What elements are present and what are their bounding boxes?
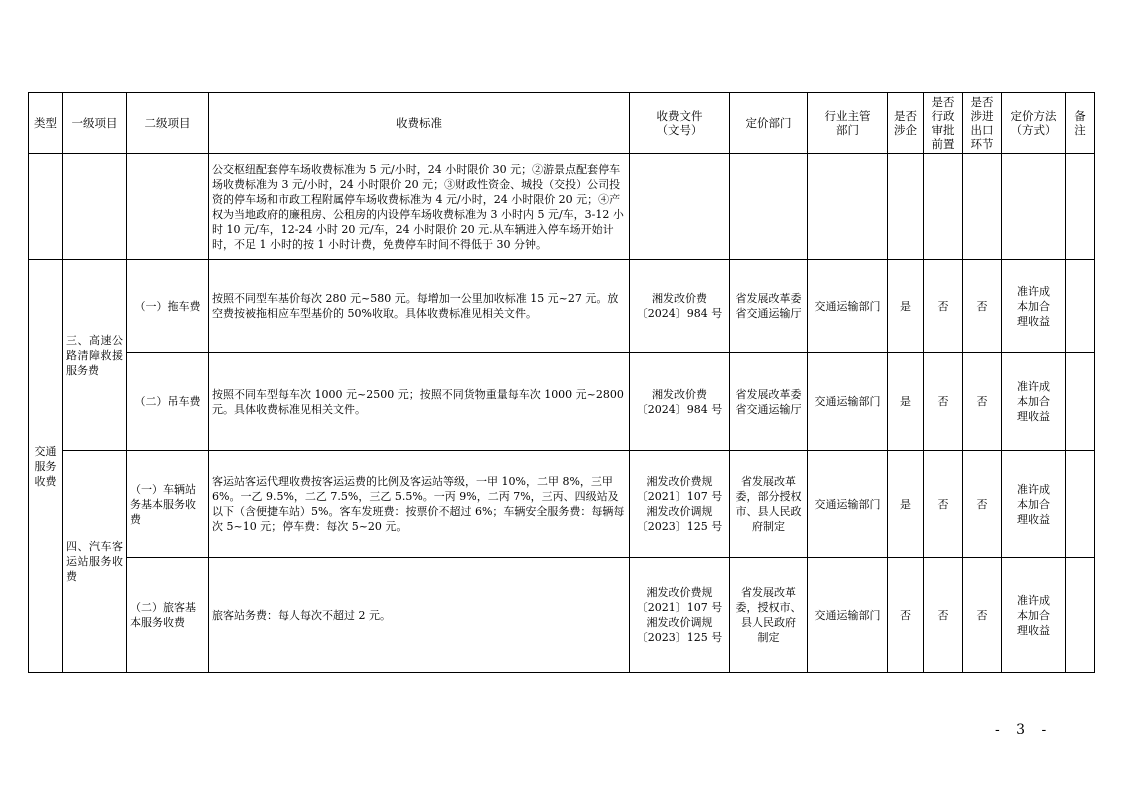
header-import-export: 是否 涉进 出口 环节 xyxy=(963,93,1002,154)
header-approval: 是否 行政 审批 前置 xyxy=(924,93,963,154)
enterprise-cell: 是 xyxy=(888,353,924,451)
table-row xyxy=(29,353,1095,451)
industry-cell: 交通运输部门 xyxy=(808,353,888,451)
enterprise-cell: 是 xyxy=(888,260,924,353)
cell-empty xyxy=(924,154,963,260)
standard-cell: 按照不同车型每车次 1000 元~2500 元；按照不同货物重量每车次 1000 元~2800 元。具体收费标准见相关文件。 xyxy=(209,353,630,451)
method-cell: 准许成 本加合 理收益 xyxy=(1002,451,1066,558)
cell-empty xyxy=(1002,154,1066,260)
dept-cell: 省发展改革 委，部分授权 市、县人民政 府制定 xyxy=(730,451,808,558)
remark-cell xyxy=(1066,558,1095,673)
document-cell: 湘发改价费 〔2024〕984 号 xyxy=(630,260,730,353)
industry-cell: 交通运输部门 xyxy=(808,260,888,353)
document-cell: 湘发改价费规 〔2021〕107 号 湘发改价调规 〔2023〕125 号 xyxy=(630,558,730,673)
level1-cell: 四、汽车客运站服务收费 xyxy=(63,451,127,673)
remark-cell xyxy=(1066,451,1095,558)
import-export-cell: 否 xyxy=(963,353,1002,451)
cell-empty xyxy=(29,154,63,260)
cell-empty xyxy=(63,154,127,260)
continuation-row xyxy=(29,154,1095,260)
cell-empty xyxy=(630,154,730,260)
document-cell: 湘发改价费 〔2024〕984 号 xyxy=(630,353,730,451)
header-standard: 收费标准 xyxy=(209,93,630,154)
header-method: 定价方法 （方式） xyxy=(1002,93,1066,154)
header-type: 类型 xyxy=(29,93,63,154)
level2-cell: （一）车辆站务基本服务收费 xyxy=(127,451,209,558)
level2-cell: （一）拖车费 xyxy=(127,260,209,353)
level2-cell: （二）吊车费 xyxy=(127,353,209,451)
cell-empty xyxy=(963,154,1002,260)
level1-cell: 三、高速公路清障救援服务费 xyxy=(63,260,127,451)
continuation-standard: 公交枢纽配套停车场收费标准为 5 元/小时，24 小时限价 30 元；②游景点配套停车场收费标准为 3 元/小时，24 小时限价 20 元；③财政性资金、城投（交投）公司投资的停车场和市政工程附属停车场收费标准为 4 元/小时，24 小时限价 20 元；④产权为当地政府的廉租房、公租房的内设停车场收费标准为 3 小时内 5 元/车，3-12 小时 10 元/车，12-24 小时 20 元/车，24 小时限价 20 元.从车辆进入停车场开始计时，不足 1 小时的按 1 小时计费，免费停车时间不得低于 30 分钟。 xyxy=(209,154,630,260)
dept-cell: 省发展改革委 省交通运输厅 xyxy=(730,260,808,353)
cell-empty xyxy=(888,154,924,260)
method-cell: 准许成 本加合 理收益 xyxy=(1002,558,1066,673)
document-cell: 湘发改价费规 〔2021〕107 号 湘发改价调规 〔2023〕125 号 xyxy=(630,451,730,558)
import-export-cell: 否 xyxy=(963,260,1002,353)
fee-table xyxy=(28,92,1095,673)
approval-cell: 否 xyxy=(924,558,963,673)
level2-cell: （二）旅客基本服务收费 xyxy=(127,558,209,673)
industry-cell: 交通运输部门 xyxy=(808,451,888,558)
header-industry: 行业主管 部门 xyxy=(808,93,888,154)
enterprise-cell: 是 xyxy=(888,451,924,558)
standard-cell: 按照不同型车基价每次 280 元~580 元。每增加一公里加收标准 15 元~27 元。放空费按被拖相应车型基价的 50%收取。具体收费标准见相关文件。 xyxy=(209,260,630,353)
header-remark: 备 注 xyxy=(1066,93,1095,154)
approval-cell: 否 xyxy=(924,260,963,353)
table-row xyxy=(29,558,1095,673)
table-row xyxy=(29,451,1095,558)
cell-empty xyxy=(127,154,209,260)
method-cell: 准许成 本加合 理收益 xyxy=(1002,260,1066,353)
header-row xyxy=(29,93,1095,154)
page-number: - 3 - xyxy=(995,722,1053,738)
standard-cell: 旅客站务费：每人每次不超过 2 元。 xyxy=(209,558,630,673)
header-level1: 一级项目 xyxy=(63,93,127,154)
category-cell: 交通 服务 收费 xyxy=(29,260,63,673)
approval-cell: 否 xyxy=(924,451,963,558)
method-cell: 准许成 本加合 理收益 xyxy=(1002,353,1066,451)
import-export-cell: 否 xyxy=(963,451,1002,558)
header-enterprise: 是否 涉企 xyxy=(888,93,924,154)
header-level2: 二级项目 xyxy=(127,93,209,154)
approval-cell: 否 xyxy=(924,353,963,451)
remark-cell xyxy=(1066,353,1095,451)
remark-cell xyxy=(1066,260,1095,353)
import-export-cell: 否 xyxy=(963,558,1002,673)
dept-cell: 省发展改革委 省交通运输厅 xyxy=(730,353,808,451)
industry-cell: 交通运输部门 xyxy=(808,558,888,673)
cell-empty xyxy=(730,154,808,260)
cell-empty xyxy=(1066,154,1095,260)
dept-cell: 省发展改革 委，授权市、 县人民政府 制定 xyxy=(730,558,808,673)
standard-cell: 客运站客运代理收费按客运运费的比例及客运站等级，一甲 10%，二甲 8%，三甲 6%。一乙 9.5%，二乙 7.5%，三乙 5.5%。一丙 9%，二丙 7%，三丙、四级站及以下（含便捷车站）5%。客车发班费：按票价不超过 6%；车辆安全服务费：每辆每次 5~10 元；停车费：每次 5~20 元。 xyxy=(209,451,630,558)
enterprise-cell: 否 xyxy=(888,558,924,673)
cell-empty xyxy=(808,154,888,260)
header-dept: 定价部门 xyxy=(730,93,808,154)
header-document: 收费文件 （文号） xyxy=(630,93,730,154)
table-row xyxy=(29,260,1095,353)
